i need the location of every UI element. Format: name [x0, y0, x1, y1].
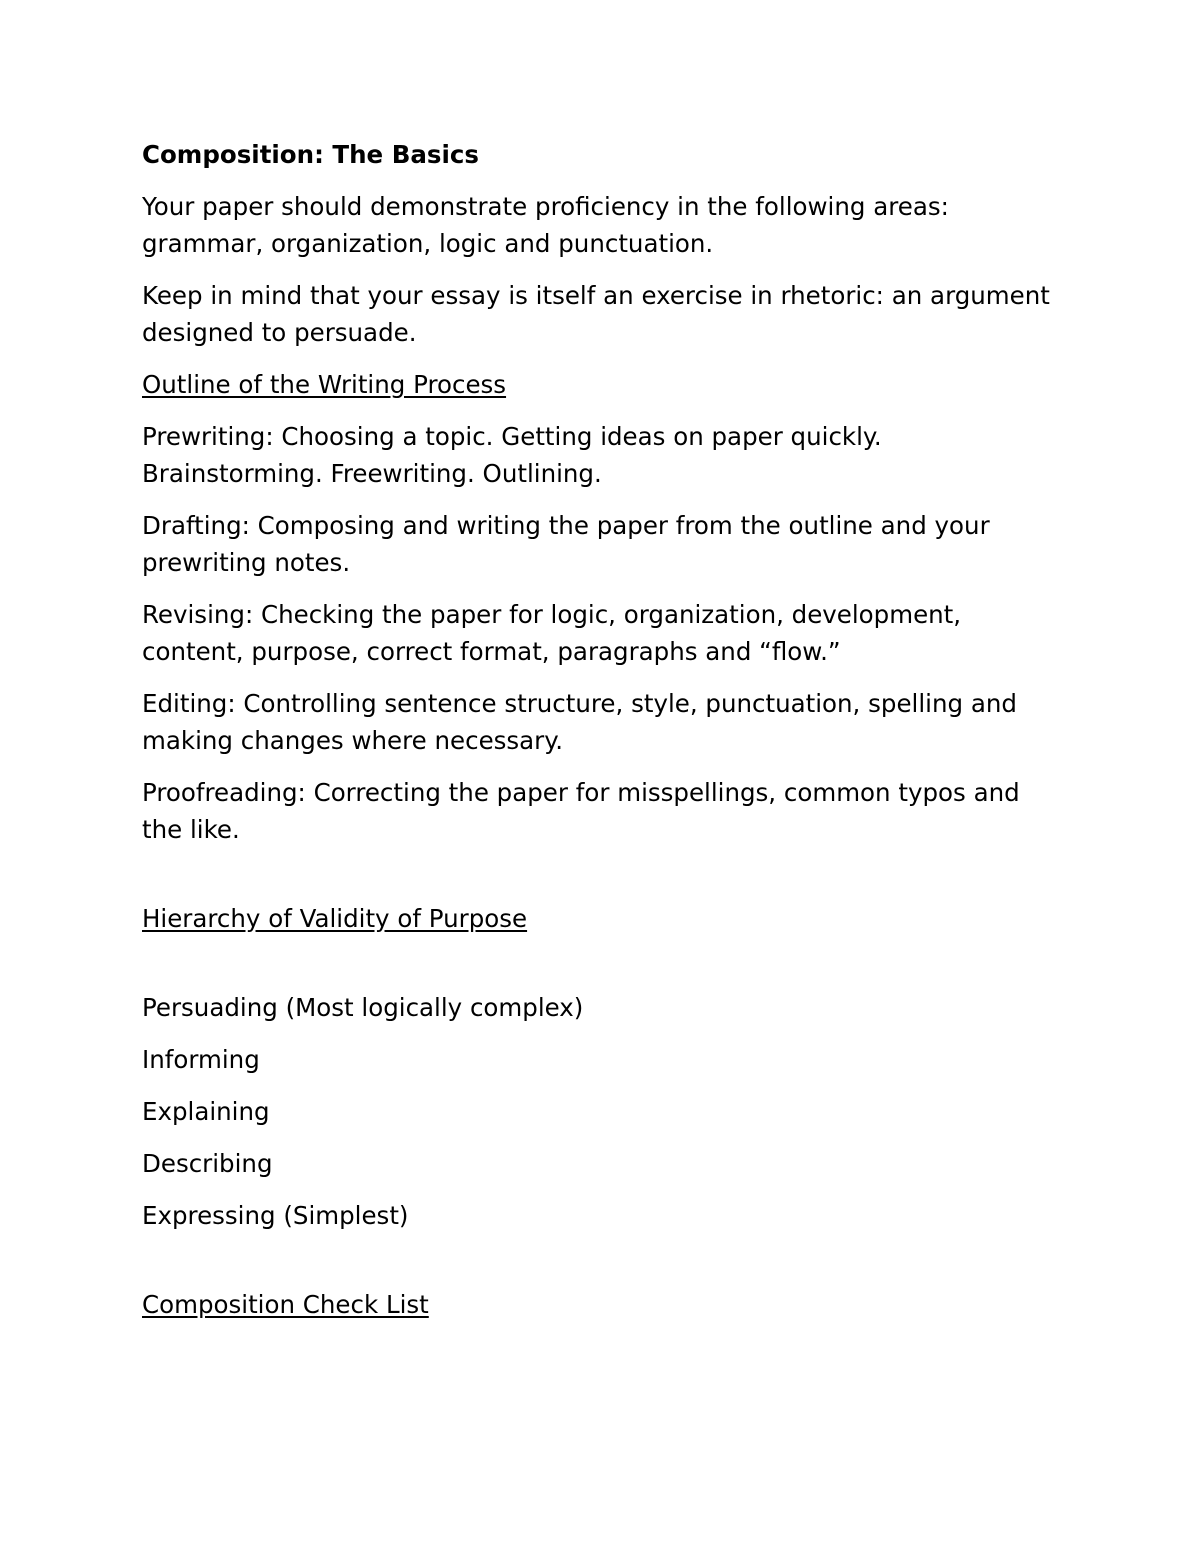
- intro-paragraph: Keep in mind that your essay is itself an exercise in rhetoric: an argument designed to persuade.: [142, 281, 1050, 347]
- process-step-prewriting: Prewriting: Choosing a topic. Getting ideas on paper quickly. Brainstorming. Freewriting. Outlining.: [142, 422, 882, 488]
- hierarchy-item: Expressing (Simplest): [142, 1201, 409, 1230]
- section-heading-hierarchy: Hierarchy of Validity of Purpose: [142, 904, 528, 933]
- hierarchy-item: Describing: [142, 1149, 273, 1178]
- intro-paragraph: Your paper should demonstrate proficiency in the following areas: grammar, organization, logic and punctuation.: [142, 192, 949, 258]
- process-step-drafting: Drafting: Composing and writing the paper from the outline and your prewriting notes.: [142, 511, 990, 577]
- process-step-proofreading: Proofreading: Correcting the paper for misspellings, common typos and the like.: [142, 778, 1020, 844]
- process-step-editing: Editing: Controlling sentence structure, style, punctuation, spelling and making changes where necessary.: [142, 689, 1017, 755]
- section-heading-check-list: Composition Check List: [142, 1290, 429, 1319]
- document-body: [142, 136, 1057, 1338]
- section-heading-writing-process: Outline of the Writing Process: [142, 370, 507, 399]
- process-step-revising: Revising: Checking the paper for logic, organization, development, content, purpose, correct format, paragraphs and “flow.”: [142, 600, 962, 666]
- hierarchy-item: Informing: [142, 1045, 260, 1074]
- document-title: Composition: The Basics: [142, 140, 479, 169]
- hierarchy-item: Explaining: [142, 1097, 270, 1126]
- hierarchy-item: Persuading (Most logically complex): [142, 993, 584, 1022]
